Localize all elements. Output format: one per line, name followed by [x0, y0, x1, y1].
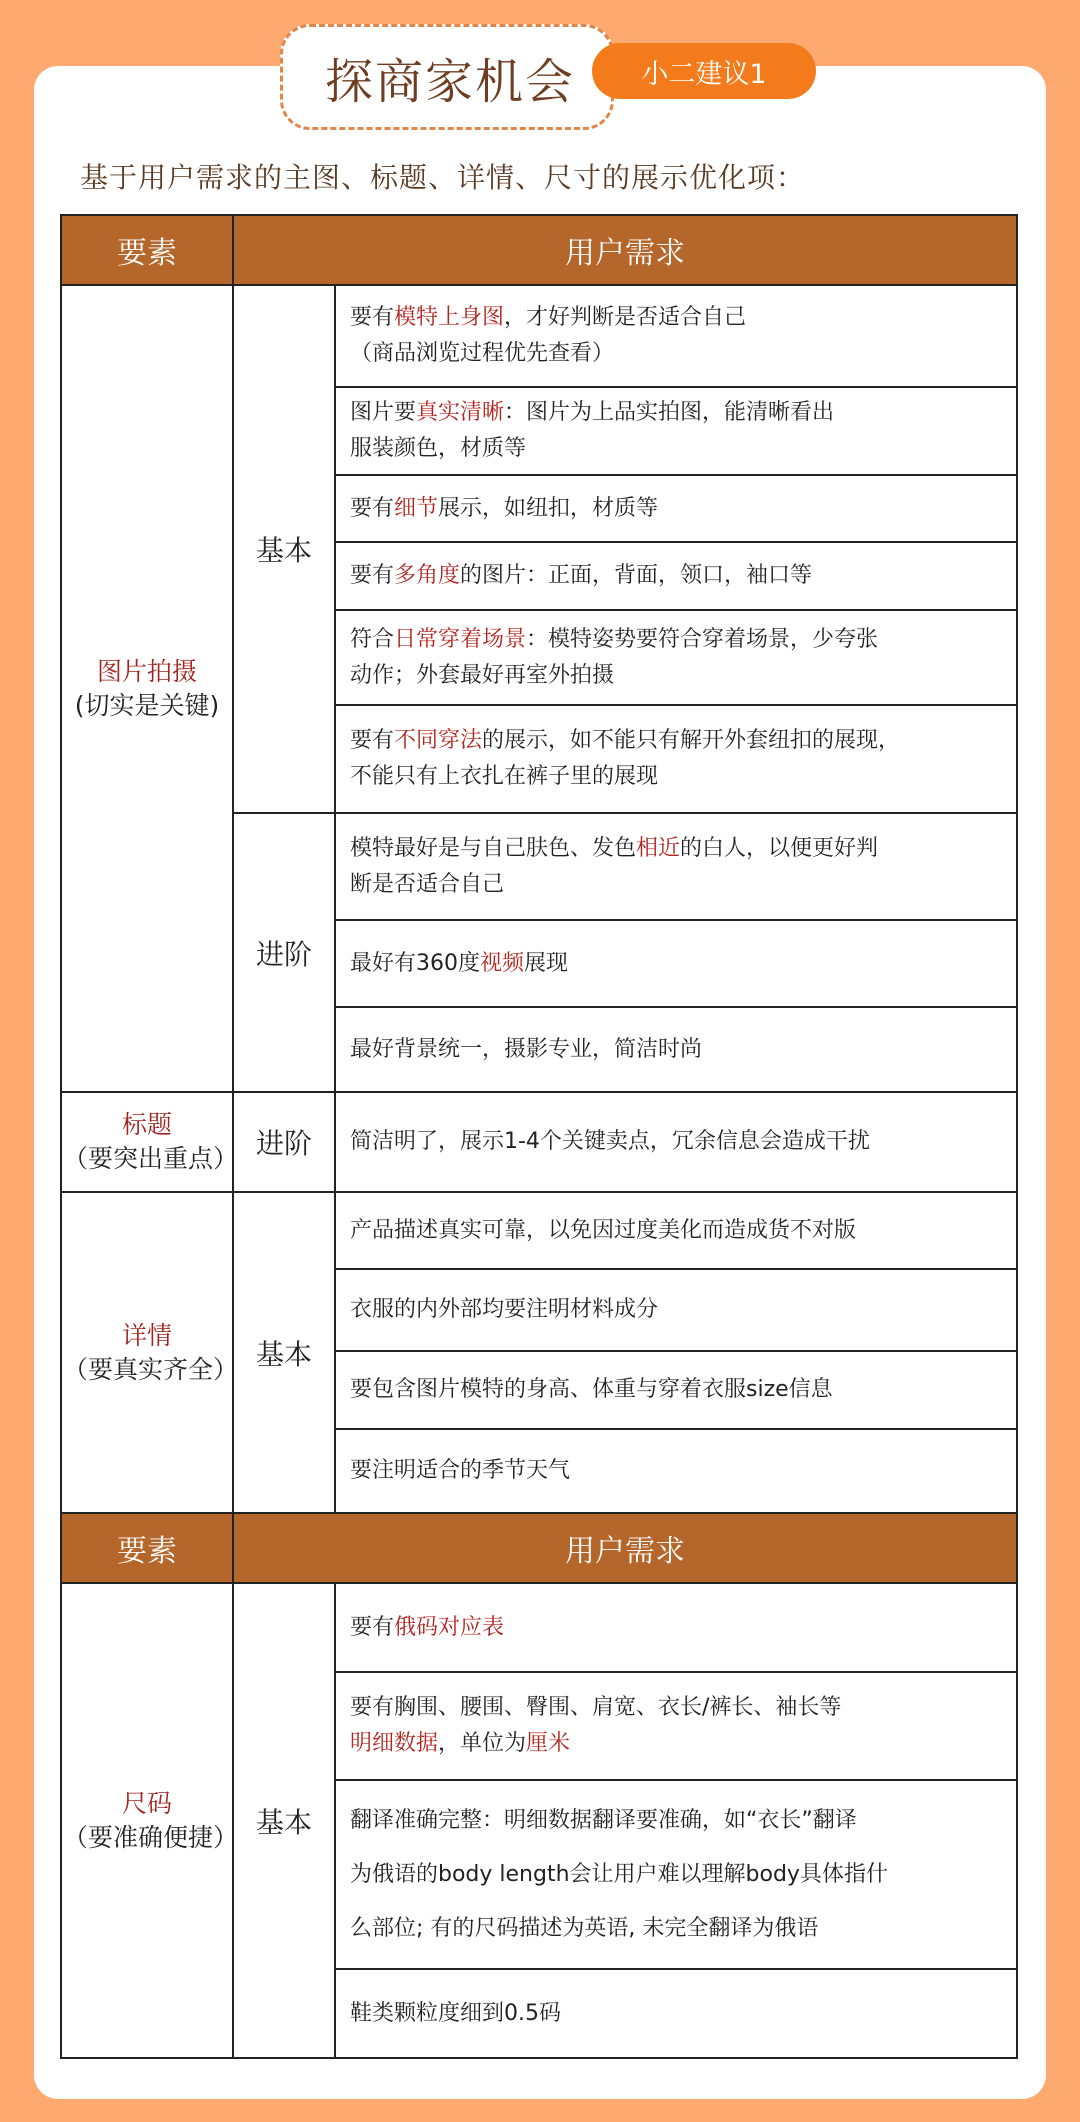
intro-text: 基于用户需求的主图、标题、详情、尺寸的展示优化项： — [80, 161, 806, 194]
requirement-cell: 最好背景统一，摄影专业，简洁时尚 — [335, 1007, 1017, 1092]
category-note: （要真实齐全） — [63, 1354, 239, 1384]
header-element: 要素 — [61, 215, 233, 285]
category-note: （要准确便捷） — [63, 1822, 239, 1852]
table-row — [61, 285, 1017, 387]
category-detail — [61, 1192, 239, 1513]
requirement-cell: 要有细节展示，如纽扣，材质等 — [335, 475, 1017, 542]
requirement-cell: 要有模特上身图，才好判断是否适合自己 （商品浏览过程优先查看） — [335, 285, 1017, 387]
category-name: 尺码 — [121, 1788, 172, 1818]
requirement-cell: 最好有360度视频展现 — [335, 920, 1017, 1007]
level-basic: 基本 — [233, 1192, 335, 1513]
requirement-cell: 鞋类颗粒度细到0.5码 — [335, 1969, 1017, 2058]
requirement-cell: 要有俄码对应表 — [335, 1583, 1017, 1672]
level-advanced: 进阶 — [233, 813, 335, 1092]
requirement-cell: 模特最好是与自己肤色、发色相近的白人，以便更好判 断是否适合自己 — [335, 813, 1017, 920]
table-header-row — [61, 1513, 1017, 1583]
category-name: 标题 — [121, 1110, 172, 1140]
title-badge: 小二建议1 — [592, 43, 816, 99]
requirement-cell: 图片要真实清晰：图片为上品实拍图，能清晰看出 服装颜色，材质等 — [335, 387, 1017, 475]
requirement-cell: 要有多角度的图片：正面，背面，领口，袖口等 — [335, 542, 1017, 610]
requirement-cell: 产品描述真实可靠，以免因过度美化而造成货不对版 — [335, 1192, 1017, 1269]
title-box — [280, 24, 614, 130]
level-basic: 基本 — [233, 285, 335, 813]
table-row — [61, 1583, 1017, 1672]
requirement-cell: 符合日常穿着场景：模特姿势要符合穿着场景，少夸张 动作；外套最好再室外拍摄 — [335, 610, 1017, 705]
header-element: 要素 — [61, 1513, 233, 1583]
requirement-cell: 要有不同穿法的展示，如不能只有解开外套纽扣的展现， 不能只有上衣扎在裤子里的展现 — [335, 705, 1017, 813]
level-advanced: 进阶 — [233, 1092, 335, 1192]
table-row — [61, 1192, 1017, 1269]
category-note: (切实是关键) — [74, 690, 220, 720]
category-title — [61, 1092, 239, 1192]
category-name: 图片拍摄 — [96, 656, 197, 686]
requirement-cell: 翻译准确完整：明细数据翻译要准确，如“衣长”翻译 为俄语的body length会让用户难以理解body具体指什 么部位; 有的尺码描述为英语, 未完全翻译为俄语 — [335, 1780, 1017, 1969]
requirement-cell: 要有胸围、腰围、臀围、肩宽、衣长/裤长、袖长等 明细数据，单位为厘米 — [335, 1672, 1017, 1780]
requirement-cell: 要包含图片模特的身高、体重与穿着衣服size信息 — [335, 1351, 1017, 1429]
header-need: 用户需求 — [233, 1513, 1017, 1583]
category-size — [61, 1583, 239, 2058]
level-basic: 基本 — [233, 1583, 335, 2058]
requirement-cell: 简洁明了，展示1-4个关键卖点，冗余信息会造成干扰 — [335, 1092, 1017, 1192]
category-name: 详情 — [121, 1320, 172, 1350]
requirement-cell: 衣服的内外部均要注明材料成分 — [335, 1269, 1017, 1351]
category-note: （要突出重点） — [63, 1144, 239, 1173]
header-need: 用户需求 — [233, 215, 1017, 285]
page-title: 探商家机会 — [325, 53, 576, 110]
table-row — [61, 1092, 1017, 1192]
category-photo — [61, 285, 233, 1092]
requirements-table — [60, 214, 1018, 2059]
table-header-row — [61, 215, 1017, 285]
requirement-cell: 要注明适合的季节天气 — [335, 1429, 1017, 1513]
